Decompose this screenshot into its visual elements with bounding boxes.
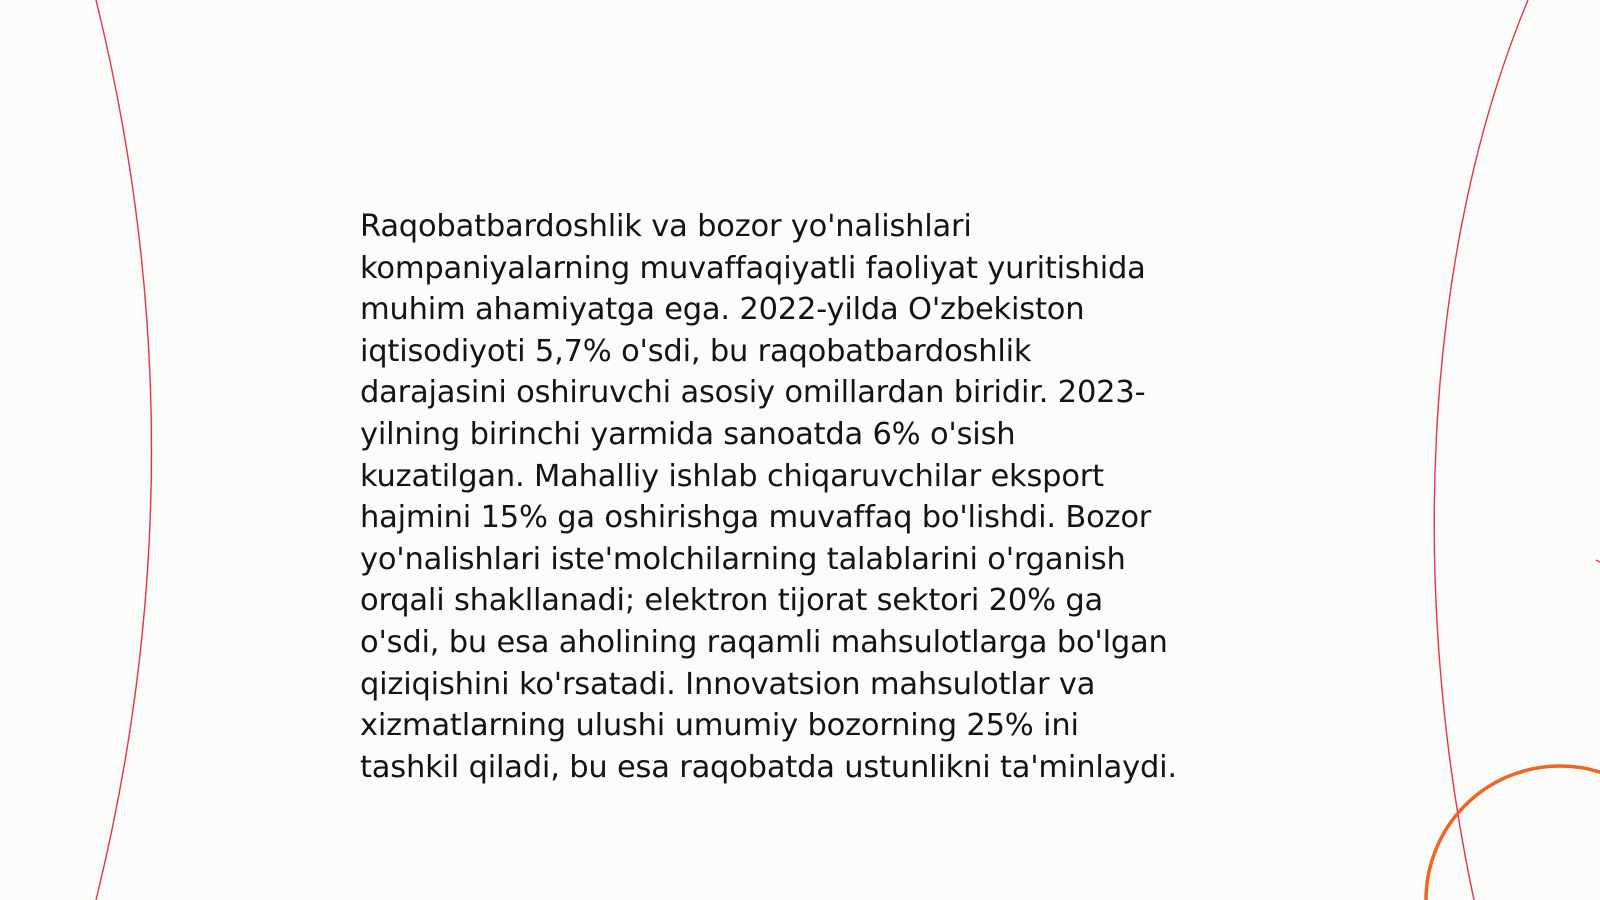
right-edge-tick	[1596, 560, 1600, 562]
right-arc-line	[1434, 0, 1528, 900]
left-arc-line	[96, 0, 152, 900]
corner-circle	[1426, 766, 1600, 900]
body-paragraph: Raqobatbardoshlik va bozor yo'nalishlari kompaniyalarning muvaffaqiyatli faoliyat yuritishida muhim ahamiyatga ega. 2022-yilda O'zbekiston iqtisodiyoti 5,7% o'sdi, bu raqobatbardoshlik darajasini oshiruvchi asosiy omillardan biridir. 2023- yilning birinchi yarmida sanoatda 6% o'sish kuzatilgan. Mahalliy ishlab chiqaruvchilar eksport hajmini 15% ga oshirishga muvaffaq bo'lishdi. Bozor yo'nalishlari iste'molchilarning talablarini o'rganish orqali shakllanadi; elektron tijorat sektori 20% ga o'sdi, bu esa aholining raqamli mahsulotlarga bo'lgan qiziqishini ko'rsatadi. Innovatsion mahsulotlar va xizmatlarning ulushi umumiy bozorning 25% ini tashkil qiladi, bu esa raqobatda ustunlikni ta'minlaydi.	[360, 209, 1177, 785]
